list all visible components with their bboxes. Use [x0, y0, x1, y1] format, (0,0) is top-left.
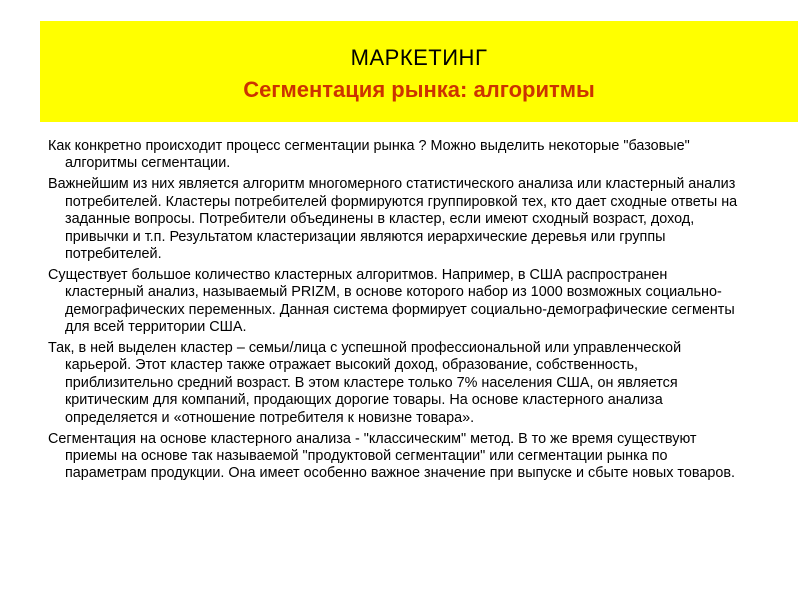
paragraph-intro: Как конкретно происходит процесс сегментации рынка ? Можно выделить некоторые "базовые" алгоритмы сегментации. — [48, 138, 690, 172]
slide-subtitle: Сегментация рынка: алгоритмы — [243, 77, 595, 102]
slide-title: МАРКЕТИНГ — [350, 45, 488, 70]
title-banner — [40, 21, 798, 122]
paragraph-cluster-analysis: Важнейшим из них является алгоритм многомерного статистического анализа или кластерный анализ потребителей. Кластеры потребителей формируются группировкой тех, кто дает сходные ответы на заданные вопросы. Потребители объединены в кластер, если имеют сходный возраст, доход, привычки и т.п. Результатом кластеризации являются иерархические деревья или группы потребителей. — [48, 176, 738, 262]
paragraph-cluster-example: Так, в ней выделен кластер – семьи/лица с успешной профессиональной или управленческой карьерой. Этот кластер также отражает высокий доход, образование, собственность, приблизительно средний возраст. В этом кластере только 7% населения США, он является критическим для компаний, продающих дорогие товары. На основе кластерного анализа определяется и «отношение потребителя к новизне товара». — [48, 339, 682, 426]
paragraph-prizm: Существует большое количество кластерных алгоритмов. Например, в США распространен кластерный анализ, называемый PRIZM, в основе которого набор из 1000 возможных социально-демографических переменных. Данная система формирует социально-демографические сегменты для всей территории США. — [48, 266, 735, 336]
slide-body — [48, 138, 748, 486]
paragraph-product-segmentation: Сегментация на основе кластерного анализа - "классическим" метод. В то же время существуют приемы на основе так называемой "продуктовой сегментации" или сегментации рынка по параметрам продукции. Она имеет особенно важное значение при выпуске и сбыте новых товаров. — [48, 430, 735, 482]
